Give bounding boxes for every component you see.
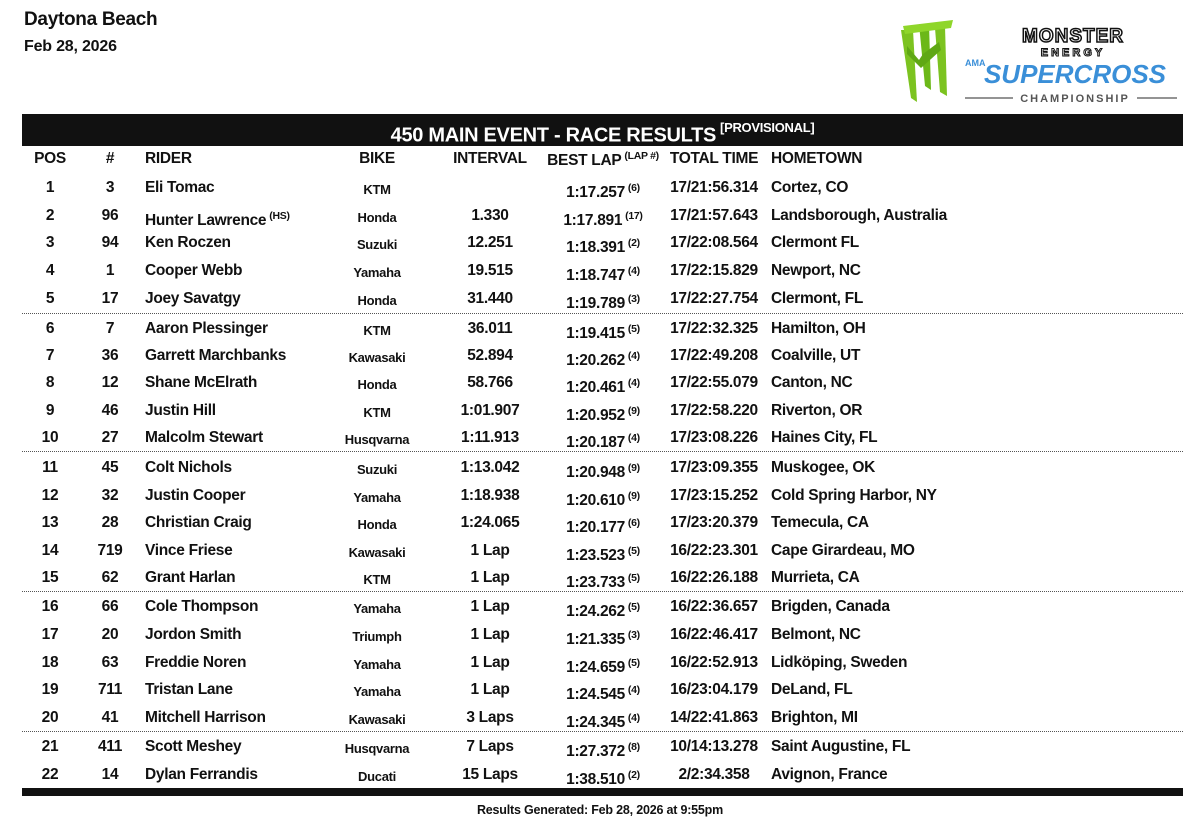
row-rider — [145, 761, 258, 789]
row-hometown: Newport, NC — [771, 262, 861, 279]
table-row — [0, 202, 1200, 230]
row-rider — [145, 229, 231, 257]
best-lap-time: 1:24.659 — [566, 659, 625, 677]
best-lap-time: 1:27.372 — [566, 743, 625, 761]
row-interval: 1 Lap — [470, 569, 510, 586]
row-bike: Husqvarna — [344, 741, 410, 756]
row-rider — [145, 676, 233, 704]
row-number: 32 — [101, 487, 119, 504]
row-pos: 9 — [45, 402, 55, 419]
row-rider — [145, 285, 241, 313]
row-pos: 10 — [41, 429, 59, 446]
row-bike: Honda — [357, 377, 397, 392]
table-row — [0, 397, 1200, 425]
row-pos: 15 — [41, 569, 59, 586]
group-divider — [22, 451, 1183, 452]
row-interval: 1 Lap — [470, 542, 510, 559]
row-hometown: Cortez, CO — [771, 179, 849, 196]
rider-name: Eli Tomac — [145, 179, 215, 196]
row-rider — [145, 537, 232, 565]
row-hometown: Coalville, UT — [771, 347, 861, 364]
best-lap-time: 1:17.891 — [563, 212, 623, 230]
best-lap-number: (5) — [627, 545, 640, 557]
row-number: 1 — [105, 262, 115, 279]
rider-name: Tristan Lane — [145, 681, 233, 698]
row-total-time: 17/22:08.564 — [670, 234, 758, 251]
row-hometown: Temecula, CA — [771, 514, 869, 531]
row-rider — [145, 454, 232, 482]
row-interval: 1:24.065 — [460, 514, 520, 531]
row-total-time: 17/21:57.643 — [670, 207, 758, 224]
results-title-bar — [22, 114, 1183, 146]
row-rider — [145, 564, 235, 592]
row-interval: 1.330 — [471, 207, 509, 224]
rider-name: Shane McElrath — [145, 374, 258, 391]
best-lap-time: 1:20.948 — [566, 464, 625, 482]
row-interval: 1:01.907 — [460, 402, 520, 419]
row-number: 411 — [97, 738, 123, 755]
col-best-lap-note: (LAP #) — [624, 150, 659, 162]
row-interval: 58.766 — [467, 374, 513, 391]
best-lap-number: (5) — [627, 572, 640, 584]
row-total-time: 16/22:23.301 — [670, 542, 758, 559]
results-title: 450 MAIN EVENT - RACE RESULTS — [390, 124, 717, 147]
best-lap-number: (4) — [627, 712, 640, 724]
row-interval: 52.894 — [467, 347, 513, 364]
logo-line5: CHAMPIONSHIP — [1020, 93, 1130, 105]
table-row — [0, 482, 1200, 510]
bottom-bar — [22, 788, 1183, 796]
row-number: 711 — [97, 681, 123, 698]
row-number: 94 — [101, 234, 119, 251]
row-hometown: DeLand, FL — [771, 681, 853, 698]
row-rider — [145, 369, 257, 397]
row-total-time: 16/22:36.657 — [670, 598, 758, 615]
row-total-time: 16/22:26.188 — [670, 569, 758, 586]
row-number: 719 — [97, 542, 123, 559]
row-number: 45 — [101, 459, 119, 476]
rider-name: Scott Meshey — [145, 738, 242, 755]
best-lap-number: (9) — [627, 405, 640, 417]
best-lap-number: (2) — [627, 237, 640, 249]
best-lap-time: 1:20.952 — [566, 407, 625, 425]
table-row — [0, 621, 1200, 649]
row-number: 12 — [101, 374, 119, 391]
best-lap-time: 1:23.523 — [566, 547, 625, 565]
row-bike: KTM — [363, 405, 391, 420]
row-rider — [145, 649, 246, 677]
row-bike: KTM — [363, 323, 391, 338]
best-lap-number: (4) — [627, 684, 640, 696]
rider-name: Justin Hill — [145, 402, 216, 419]
best-lap-number: (9) — [627, 490, 640, 502]
best-lap-number: (4) — [627, 432, 640, 444]
rider-name: Jordon Smith — [145, 626, 242, 643]
row-total-time: 17/22:49.208 — [670, 347, 758, 364]
row-total-time: 17/23:09.355 — [670, 459, 758, 476]
row-bike: Yamaha — [353, 490, 401, 505]
best-lap-time: 1:20.610 — [566, 492, 625, 510]
rider-name: Ken Roczen — [145, 234, 231, 251]
row-bike: Suzuki — [356, 462, 398, 477]
row-pos: 20 — [41, 709, 59, 726]
row-number: 62 — [101, 569, 119, 586]
row-rider — [145, 704, 266, 732]
best-lap-number: (4) — [627, 377, 640, 389]
rider-name: Mitchell Harrison — [145, 709, 266, 726]
logo-line3: AMA — [965, 58, 986, 68]
row-bike: KTM — [363, 182, 391, 197]
row-number: 20 — [101, 626, 119, 643]
best-lap-time: 1:24.545 — [566, 686, 625, 704]
best-lap-time: 1:21.335 — [566, 631, 625, 649]
results-generated: Results Generated: Feb 28, 2026 at 9:55pm — [476, 803, 724, 817]
row-pos: 5 — [45, 290, 55, 307]
row-total-time: 2/2:34.358 — [678, 766, 750, 783]
row-hometown: Canton, NC — [771, 374, 853, 391]
row-hometown: Lidköping, Sweden — [771, 654, 908, 671]
table-row — [0, 593, 1200, 621]
row-total-time: 17/22:58.220 — [670, 402, 758, 419]
row-hometown: Clermont FL — [771, 234, 859, 251]
best-lap-number: (5) — [627, 657, 640, 669]
row-hometown: Muskogee, OK — [771, 459, 876, 476]
row-interval: 31.440 — [467, 290, 513, 307]
rider-name: Malcolm Stewart — [145, 429, 263, 446]
row-hometown: Belmont, NC — [771, 626, 861, 643]
row-hometown: Hamilton, OH — [771, 320, 866, 337]
rider-name: Colt Nichols — [145, 459, 232, 476]
row-bike: Triumph — [352, 629, 402, 644]
rider-name: Aaron Plessinger — [145, 320, 268, 337]
rider-name: Grant Harlan — [145, 569, 236, 586]
group-divider — [22, 731, 1183, 732]
row-bike: Ducati — [358, 769, 396, 784]
best-lap-time: 1:17.257 — [566, 184, 625, 202]
row-pos: 17 — [41, 626, 59, 643]
row-number: 27 — [101, 429, 119, 446]
row-interval: 1 Lap — [470, 598, 510, 615]
row-bike: Yamaha — [353, 601, 401, 616]
row-interval: 1:13.042 — [460, 459, 520, 476]
best-lap-time: 1:19.789 — [566, 295, 625, 313]
row-interval: 12.251 — [467, 234, 513, 251]
rider-name: Christian Craig — [145, 514, 252, 531]
row-interval: 1 Lap — [470, 654, 510, 671]
col-bike: BIKE — [359, 150, 395, 167]
row-pos: 7 — [45, 347, 55, 364]
table-row — [0, 174, 1200, 202]
best-lap-time: 1:18.747 — [566, 267, 625, 285]
row-pos: 6 — [45, 320, 55, 337]
row-number: 41 — [101, 709, 119, 726]
row-hometown: Landsborough, Australia — [771, 207, 947, 224]
row-hometown: Cape Girardeau, MO — [771, 542, 915, 559]
row-hometown: Brighton, MI — [771, 709, 858, 726]
row-bike: Honda — [357, 210, 397, 225]
row-interval: 7 Laps — [466, 738, 514, 755]
rider-name: Hunter Lawrence — [145, 212, 267, 230]
row-rider — [145, 315, 268, 343]
best-lap-number: (17) — [625, 210, 643, 222]
table-row — [0, 649, 1200, 677]
rider-name: Freddie Noren — [145, 654, 247, 671]
best-lap-number: (8) — [627, 741, 640, 753]
row-rider — [145, 424, 263, 452]
col-rider: RIDER — [145, 150, 192, 167]
table-row — [0, 454, 1200, 482]
row-interval: 15 Laps — [462, 766, 518, 783]
row-interval: 1 Lap — [470, 626, 510, 643]
row-pos: 4 — [45, 262, 55, 279]
best-lap-number: (6) — [627, 182, 640, 194]
row-interval: 1 Lap — [470, 681, 510, 698]
rider-name: Cooper Webb — [145, 262, 243, 279]
row-pos: 8 — [45, 374, 55, 391]
event-name: Daytona Beach — [24, 9, 158, 30]
row-number: 28 — [101, 514, 119, 531]
col-total-time: TOTAL TIME — [669, 150, 759, 167]
row-hometown: Riverton, OR — [771, 402, 863, 419]
row-interval: 19.515 — [467, 262, 513, 279]
row-bike: Suzuki — [356, 237, 398, 252]
row-rider — [145, 342, 286, 370]
row-hometown: Clermont, FL — [771, 290, 863, 307]
rider-name: Justin Cooper — [145, 487, 246, 504]
best-lap-time: 1:20.177 — [566, 519, 625, 537]
row-hometown: Murrieta, CA — [771, 569, 860, 586]
row-total-time: 17/23:20.379 — [670, 514, 758, 531]
row-pos: 14 — [41, 542, 59, 559]
row-rider — [145, 397, 216, 425]
group-divider — [22, 591, 1183, 592]
row-rider — [145, 733, 241, 761]
row-bike: Yamaha — [353, 657, 401, 672]
best-lap-time: 1:24.262 — [566, 603, 625, 621]
row-total-time: 16/23:04.179 — [670, 681, 758, 698]
row-number: 3 — [105, 179, 115, 196]
best-lap-time: 1:38.510 — [566, 771, 625, 789]
table-row — [0, 342, 1200, 370]
row-pos: 1 — [45, 179, 55, 196]
best-lap-number: (2) — [627, 769, 640, 781]
row-number: 17 — [101, 290, 119, 307]
provisional-tag: [PROVISIONAL] — [720, 120, 815, 135]
row-bike: Kawasaki — [348, 350, 406, 365]
row-interval: 1:18.938 — [460, 487, 520, 504]
row-number: 7 — [105, 320, 115, 337]
row-hometown: Avignon, France — [771, 766, 888, 783]
best-lap-number: (5) — [627, 323, 640, 335]
best-lap-time: 1:20.187 — [566, 434, 625, 452]
row-bike: Husqvarna — [344, 432, 410, 447]
row-best-lap — [548, 424, 658, 457]
row-total-time: 17/21:56.314 — [670, 179, 758, 196]
row-rider — [145, 593, 258, 621]
best-lap-number: (9) — [627, 462, 640, 474]
row-interval: 3 Laps — [466, 709, 514, 726]
rider-name: Joey Savatgy — [145, 290, 241, 307]
rider-name: Cole Thompson — [145, 598, 259, 615]
col-best-lap: BEST LAP $^{(LAP \#)}$ — [547, 150, 659, 170]
row-rider — [145, 621, 241, 649]
row-total-time: 10/14:13.278 — [670, 738, 758, 755]
row-bike: Yamaha — [353, 265, 401, 280]
table-row — [0, 761, 1200, 789]
row-pos: 3 — [45, 234, 55, 251]
table-row — [0, 537, 1200, 565]
col-interval: INTERVAL — [453, 150, 527, 167]
row-bike: Kawasaki — [348, 545, 406, 560]
best-lap-time: 1:19.415 — [566, 325, 625, 343]
logo-line2: ENERGY — [1040, 47, 1106, 59]
supercross-logo — [895, 16, 1185, 108]
rider-name: Vince Friese — [145, 542, 233, 559]
best-lap-time: 1:24.345 — [566, 714, 625, 732]
row-total-time: 16/22:52.913 — [670, 654, 758, 671]
row-pos: 16 — [41, 598, 59, 615]
row-total-time: 17/23:08.226 — [670, 429, 758, 446]
row-pos: 13 — [41, 514, 59, 531]
table-row — [0, 424, 1200, 452]
row-bike: Honda — [357, 293, 397, 308]
event-date: Feb 28, 2026 — [24, 38, 117, 55]
best-lap-number: (3) — [627, 293, 640, 305]
row-bike: KTM — [363, 572, 391, 587]
rider-name: Dylan Ferrandis — [145, 766, 258, 783]
table-row — [0, 285, 1200, 313]
rider-tag: (HS) — [269, 210, 290, 222]
row-total-time: 16/22:46.417 — [670, 626, 758, 643]
col-pos: POS — [34, 150, 66, 167]
row-pos: 22 — [41, 766, 59, 783]
row-total-time: 17/22:15.829 — [670, 262, 758, 279]
row-hometown: Cold Spring Harbor, NY — [771, 487, 937, 504]
table-row — [0, 733, 1200, 761]
table-row — [0, 229, 1200, 257]
row-total-time: 17/22:55.079 — [670, 374, 758, 391]
row-number: 14 — [101, 766, 119, 783]
row-hometown: Haines City, FL — [771, 429, 878, 446]
table-row — [0, 369, 1200, 397]
row-total-time: 17/23:15.252 — [670, 487, 758, 504]
row-pos: 12 — [41, 487, 59, 504]
col-hometown: HOMETOWN — [771, 150, 863, 167]
row-rider — [145, 174, 214, 202]
row-hometown: Saint Augustine, FL — [771, 738, 911, 755]
row-interval: 1:11.913 — [461, 429, 519, 446]
row-number: 66 — [101, 598, 119, 615]
row-total-time: 14/22:41.863 — [670, 709, 758, 726]
best-lap-number: (5) — [627, 601, 640, 613]
best-lap-time: 1:23.733 — [566, 574, 625, 592]
best-lap-number: (3) — [627, 629, 640, 641]
row-rider — [145, 257, 242, 285]
best-lap-time: 1:20.461 — [566, 379, 625, 397]
row-bike: Yamaha — [353, 684, 401, 699]
row-number: 36 — [101, 347, 119, 364]
row-pos: 18 — [41, 654, 59, 671]
row-pos: 11 — [42, 459, 58, 476]
table-row — [0, 509, 1200, 537]
table-row — [0, 315, 1200, 343]
row-total-time: 17/22:27.754 — [670, 290, 758, 307]
best-lap-time: 1:18.391 — [566, 239, 625, 257]
logo-line4: SUPERCROSS — [983, 59, 1167, 89]
row-rider — [145, 482, 245, 510]
row-number: 46 — [101, 402, 119, 419]
best-lap-number: (4) — [627, 350, 640, 362]
table-row — [0, 676, 1200, 704]
row-pos: 21 — [41, 738, 59, 755]
claw-icon — [901, 20, 953, 102]
row-number: 63 — [101, 654, 119, 671]
table-row — [0, 257, 1200, 285]
group-divider — [22, 313, 1183, 314]
row-total-time: 17/22:32.325 — [670, 320, 758, 337]
best-lap-time: 1:20.262 — [566, 352, 625, 370]
table-row — [0, 704, 1200, 732]
row-pos: 19 — [41, 681, 59, 698]
row-hometown: Brigden, Canada — [771, 598, 890, 615]
logo-line1: MONSTER — [1022, 26, 1124, 47]
rider-name: Garrett Marchbanks — [145, 347, 287, 364]
row-bike: Kawasaki — [348, 712, 406, 727]
row-interval: 36.011 — [467, 320, 513, 337]
row-bike: Honda — [357, 517, 397, 532]
row-number: 96 — [101, 207, 119, 224]
best-lap-number: (6) — [627, 517, 640, 529]
best-lap-number: (4) — [627, 265, 640, 277]
table-row — [0, 564, 1200, 592]
row-pos: 2 — [45, 207, 55, 224]
row-rider — [145, 509, 252, 537]
col-number: # — [105, 150, 115, 167]
